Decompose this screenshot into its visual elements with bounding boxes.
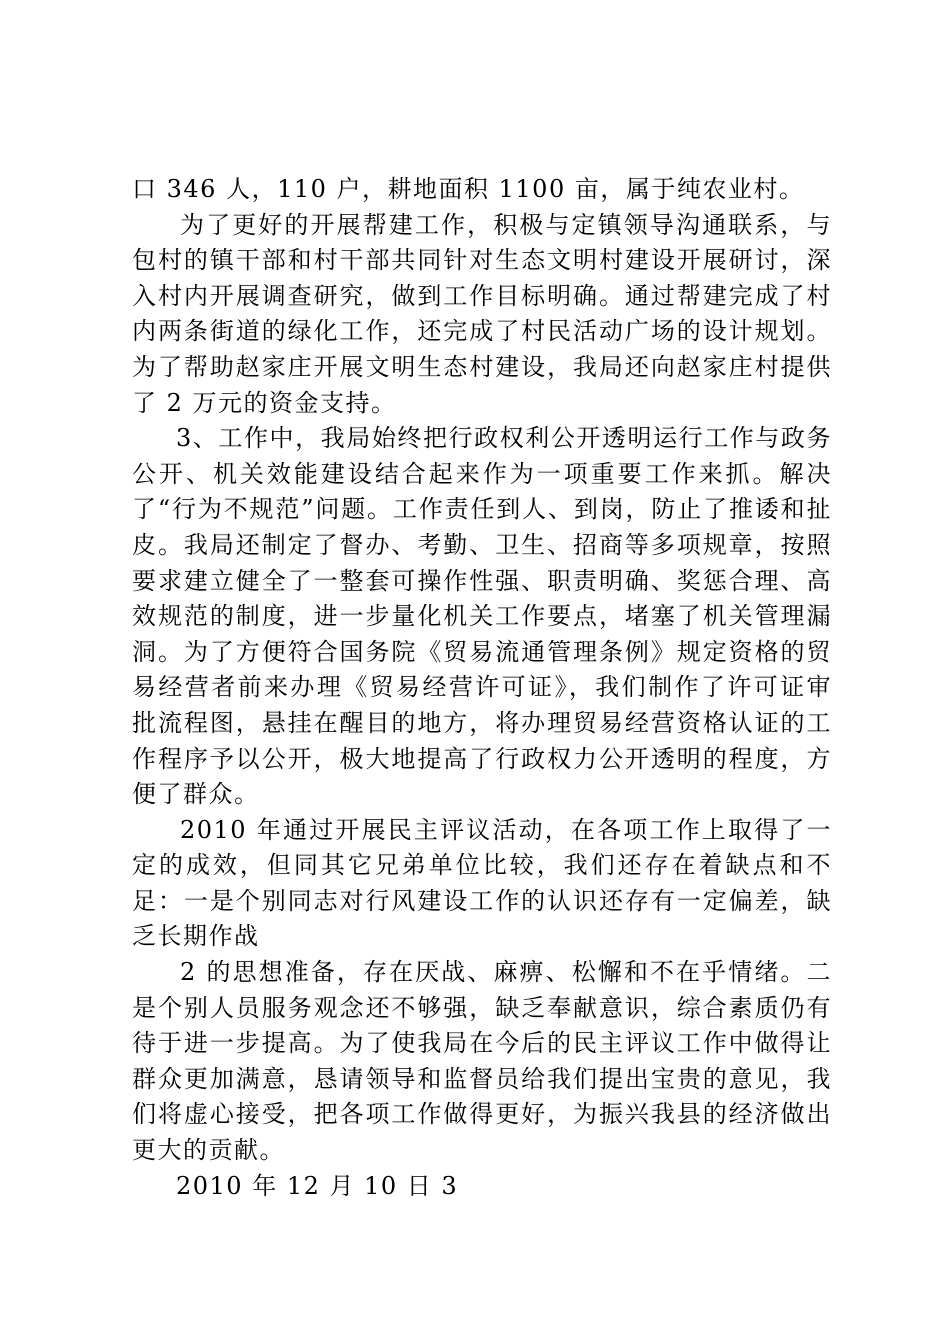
paragraph-assistance-work: 为了更好的开展帮建工作，积极与定镇领导沟通联系，与包村的镇干部和村干部共同针对生态文明村建设开展研讨，深入村内开展调查研究，做到工作目标明确。通过帮建完成了村内两条街道的绿化工作，还完成了村民活动广场的设计规划。为了帮助赵家庄开展文明生态村建设，我局还向赵家庄村提供了 2 万元的资金支持。 — [132, 210, 832, 417]
document-body — [132, 172, 832, 1204]
paragraph-population: 口 346 人，110 户，耕地面积 1100 亩，属于纯农业村。 — [132, 175, 805, 203]
paragraph-evaluation: 2010 年通过开展民主评议活动，在各项工作上取得了一定的成效，但同其它兄弟单位比较，我们还存在着缺点和不足：一是个别同志对行风建设工作的认识还存有一定偏差，缺乏长期作战 — [132, 815, 832, 951]
paragraph-shortcomings: 2 的思想准备，存在厌战、麻痹、松懈和不在乎情绪。二是个别人员服务观念还不够强，缺乏奉献意识，综合素质仍有待于进一步提高。为了使我局在今后的民主评议工作中做得让群众更加满意，恳请领导和监督员给我们提出宝贵的意见，我们将虚心接受，把各项工作做得更好，为振兴我县的经济做出更大的贡献。 — [132, 958, 832, 1165]
date-line: 2010 年 12 月 10 日 3 — [176, 1171, 459, 1200]
paragraph-transparency: 3、工作中，我局始终把行政权利公开透明运行工作与政务公开、机关效能建设结合起来作为一项重要工作来抓。解决了“行为不规范”问题。工作责任到人、到岗，防止了推诿和扯皮。我局还制定了督办、考勤、卫生、招商等多项规章，按照要求建立健全了一整套可操作性强、职责明确、奖惩合理、高效规范的制度，进一步量化机关工作要点，堵塞了机关管理漏洞。为了方便符合国务院《贸易流通管理条例》规定资格的贸易经营者前来办理《贸易经营许可证》，我们制作了许可证审批流程图，悬挂在醒目的地方，将办理贸易经营资格认证的工作程序予以公开，极大地提高了行政权力公开透明的程度，方便了群众。 — [132, 424, 832, 809]
